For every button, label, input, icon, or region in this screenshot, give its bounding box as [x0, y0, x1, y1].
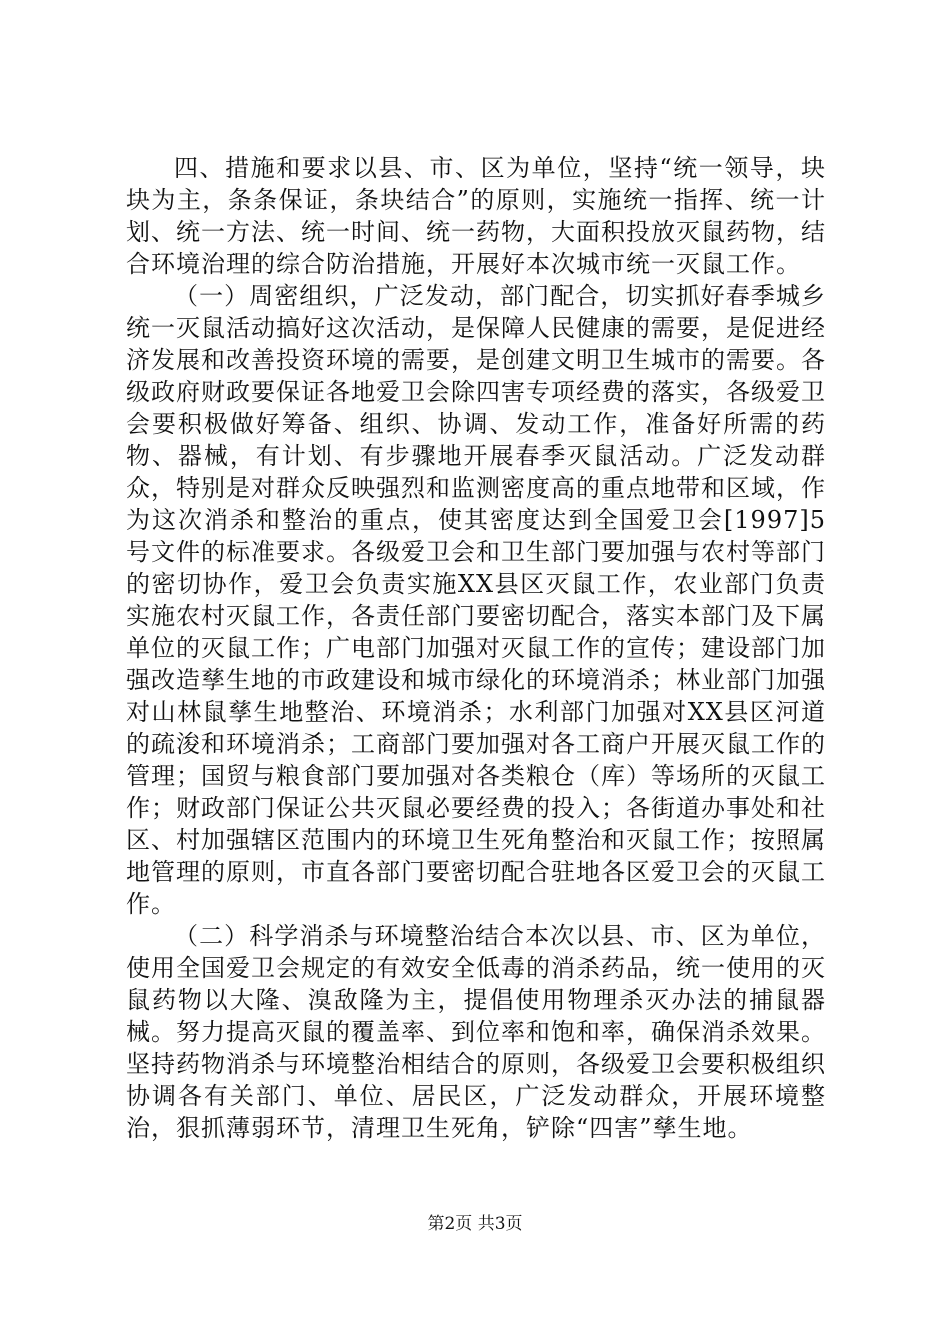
document-body: [126, 152, 826, 1144]
paragraph-scientific-control: （二）科学消杀与环境整治结合本次以县、市、区为单位，使用全国爱卫会规定的有效安全低毒的消杀药品，统一使用的灭鼠药物以大隆、溴敌隆为主，提倡使用物理杀灭办法的捕鼠器械。努力提高灭鼠的覆盖率、到位率和饱和率，确保消杀效果。坚持药物消杀与环境整治相结合的原则，各级爱卫会要积极组织协调各有关部门、单位、居民区，广泛发动群众，开展环境整治，狠抓薄弱环节，清理卫生死角，铲除“四害”孳生地。: [126, 922, 826, 1142]
paragraph-measures: 四、措施和要求以县、市、区为单位，坚持“统一领导，块块为主，条条保证，条块结合”的原则，实施统一指挥、统一计划、统一方法、统一时间、统一药物，大面积投放灭鼠药物，结合环境治理的综合防治措施，开展好本次城市统一灭鼠工作。: [126, 154, 826, 278]
page-number-footer: 第2页 共3页: [427, 1214, 523, 1234]
paragraph-organization: （一）周密组织，广泛发动，部门配合，切实抓好春季城乡统一灭鼠活动搞好这次活动，是保障人民健康的需要，是促进经济发展和改善投资环境的需要，是创建文明卫生城市的需要。各级政府财政要保证各地爱卫会除四害专项经费的落实，各级爱卫会要积极做好筹备、组织、协调、发动工作，准备好所需的药物、器械，有计划、有步骤地开展春季灭鼠活动。广泛发动群众，特别是对群众反映强烈和监测密度高的重点地带和区域，作为这次消杀和整治的重点，使其密度达到全国爱卫会[1997]5号文件的标准要求。各级爱卫会和卫生部门要加强与农村等部门的密切协作，爱卫会负责实施XX县区灭鼠工作，农业部门负责实施农村灭鼠工作，各责任部门要密切配合，落实本部门及下属单位的灭鼠工作；广电部门加强对灭鼠工作的宣传；建设部门加强改造孳生地的市政建设和城市绿化的环境消杀；林业部门加强对山林鼠孳生地整治、环境消杀；水利部门加强对XX县区河道的疏浚和环境消杀；工商部门要加强对各工商户开展灭鼠工作的管理；国贸与粮食部门要加强对各类粮仓（库）等场所的灭鼠工作；财政部门保证公共灭鼠必要经费的投入；各街道办事处和社区、村加强辖区范围内的环境卫生死角整治和灭鼠工作；按照属地管理的原则，市直各部门要密切配合驻地各区爱卫会的灭鼠工作。: [126, 282, 826, 918]
